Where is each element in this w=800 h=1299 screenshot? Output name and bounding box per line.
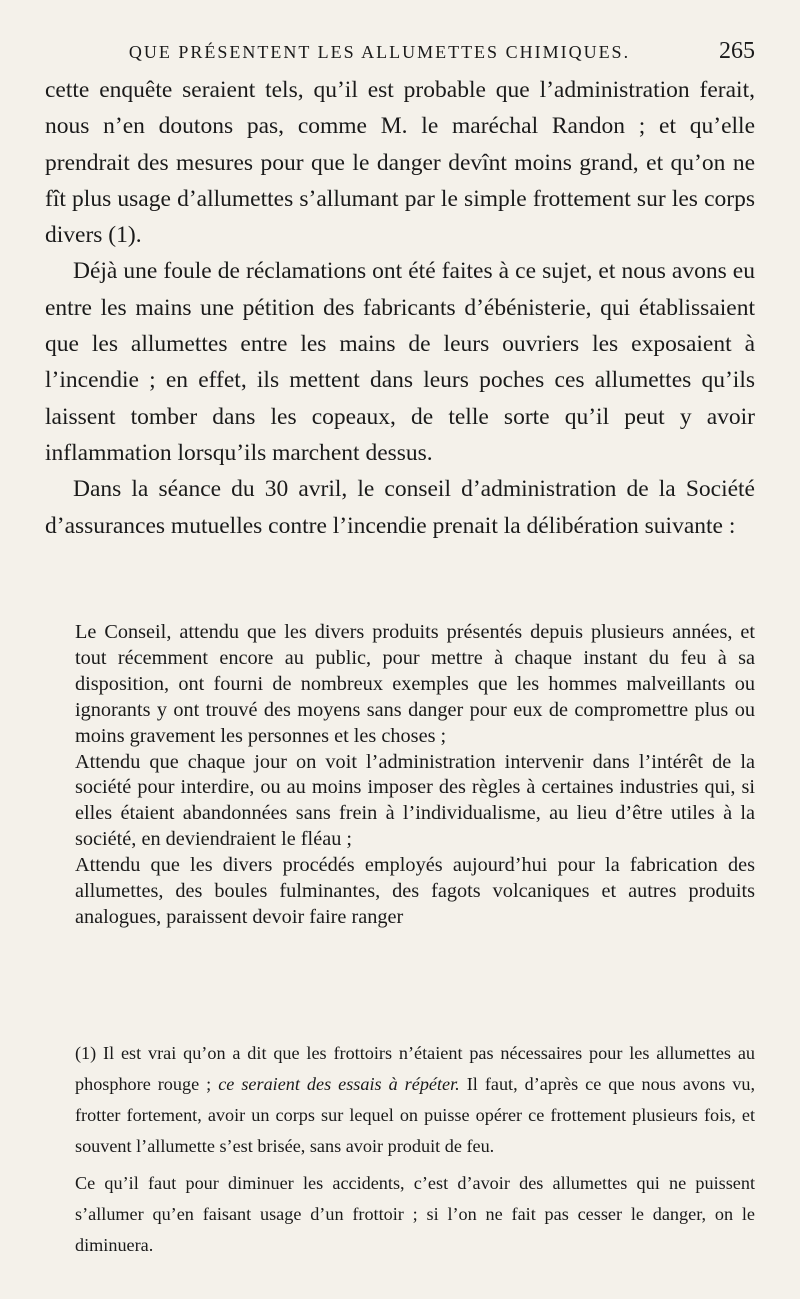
footnotes	[75, 1038, 755, 1261]
quote-paragraph-2: Attendu que chaque jour on voit l’administration intervenir dans l’intérêt de la société pour interdire, ou au moins imposer des règles à certaines industries qui, si elles étaient abandonnées sans frein à l’individualisme, au lieu d’être utiles à la société, en deviendraient le fléau ;	[75, 750, 755, 851]
page-header	[40, 38, 755, 65]
footnote-1-italic: ce seraient des essais à répéter.	[218, 1074, 460, 1094]
quoted-deliberation	[75, 620, 755, 931]
main-text	[45, 72, 755, 544]
footnote-1-continuation: Ce qu’il faut pour diminuer les accidents, c’est d’avoir des allumettes qui ne puissent s’allumer qu’en faisant usage d’un frottoir ; si l’on ne fait pas cesser le danger, on le diminuera.	[75, 1173, 755, 1255]
page-number: 265	[719, 38, 755, 64]
paragraph-3: Dans la séance du 30 avril, le conseil d’administration de la Société d’assurances mutuelles contre l’incendie prenait la délibération suivante :	[45, 476, 755, 539]
quote-paragraph-3: Attendu que les divers procédés employés aujourd’hui pour la fabrication des allumettes, des boules fulminantes, des fagots volcaniques et autres produits analogues, paraissent devoir faire ranger	[75, 854, 755, 928]
footnote-1-text-b: Il faut, d’après ce que nous avons vu, frotter fortement, avoir un corps sur lequel on puisse opérer ce frottement plusieurs fois, et souvent l’allumette s’est brisée, sans avoir produit de feu.	[75, 1074, 756, 1156]
quote-paragraph-1: Le Conseil, attendu que les divers produits présentés depuis plusieurs années, et tout récemment encore au public, pour mettre à chaque instant du feu à sa disposition, ont fourni de nombreux exemples que les hommes malveillants ou ignorants y ont trouvé des moyens sans danger pour eux de compromettre plus ou moins gravement les personnes et les choses ;	[75, 621, 755, 747]
paragraph-1: cette enquête seraient tels, qu’il est probable que l’administration ferait, nous n’en doutons pas, comme M. le maréchal Randon ; et qu’elle prendrait des mesures pour que le danger devînt moins grand, et qu’on ne fît plus usage d’allumettes s’allumant par le simple frottement sur les corps divers (1).	[45, 77, 755, 249]
running-title: QUE PRÉSENTENT LES ALLUMETTES CHIMIQUES.	[128, 42, 631, 62]
footnote-1	[75, 1038, 755, 1162]
paragraph-2: Déjà une foule de réclamations ont été faites à ce sujet, et nous avons eu entre les mains une pétition des fabricants d’ébénisterie, qui établissaient que les allumettes entre les mains de leurs ouvriers les exposaient à l’incendie ; en effet, ils mettent dans leurs poches ces allumettes qu’ils laissent tomber dans les copeaux, de telle sorte qu’il peut y avoir inflammation lorsqu’ils marchent dessus.	[45, 258, 755, 466]
footnote-1-text-a: (1) Il est vrai qu’on a dit que les frottoirs n’étaient pas nécessaires pour les allumettes au phosphore rouge ;	[75, 1043, 755, 1094]
